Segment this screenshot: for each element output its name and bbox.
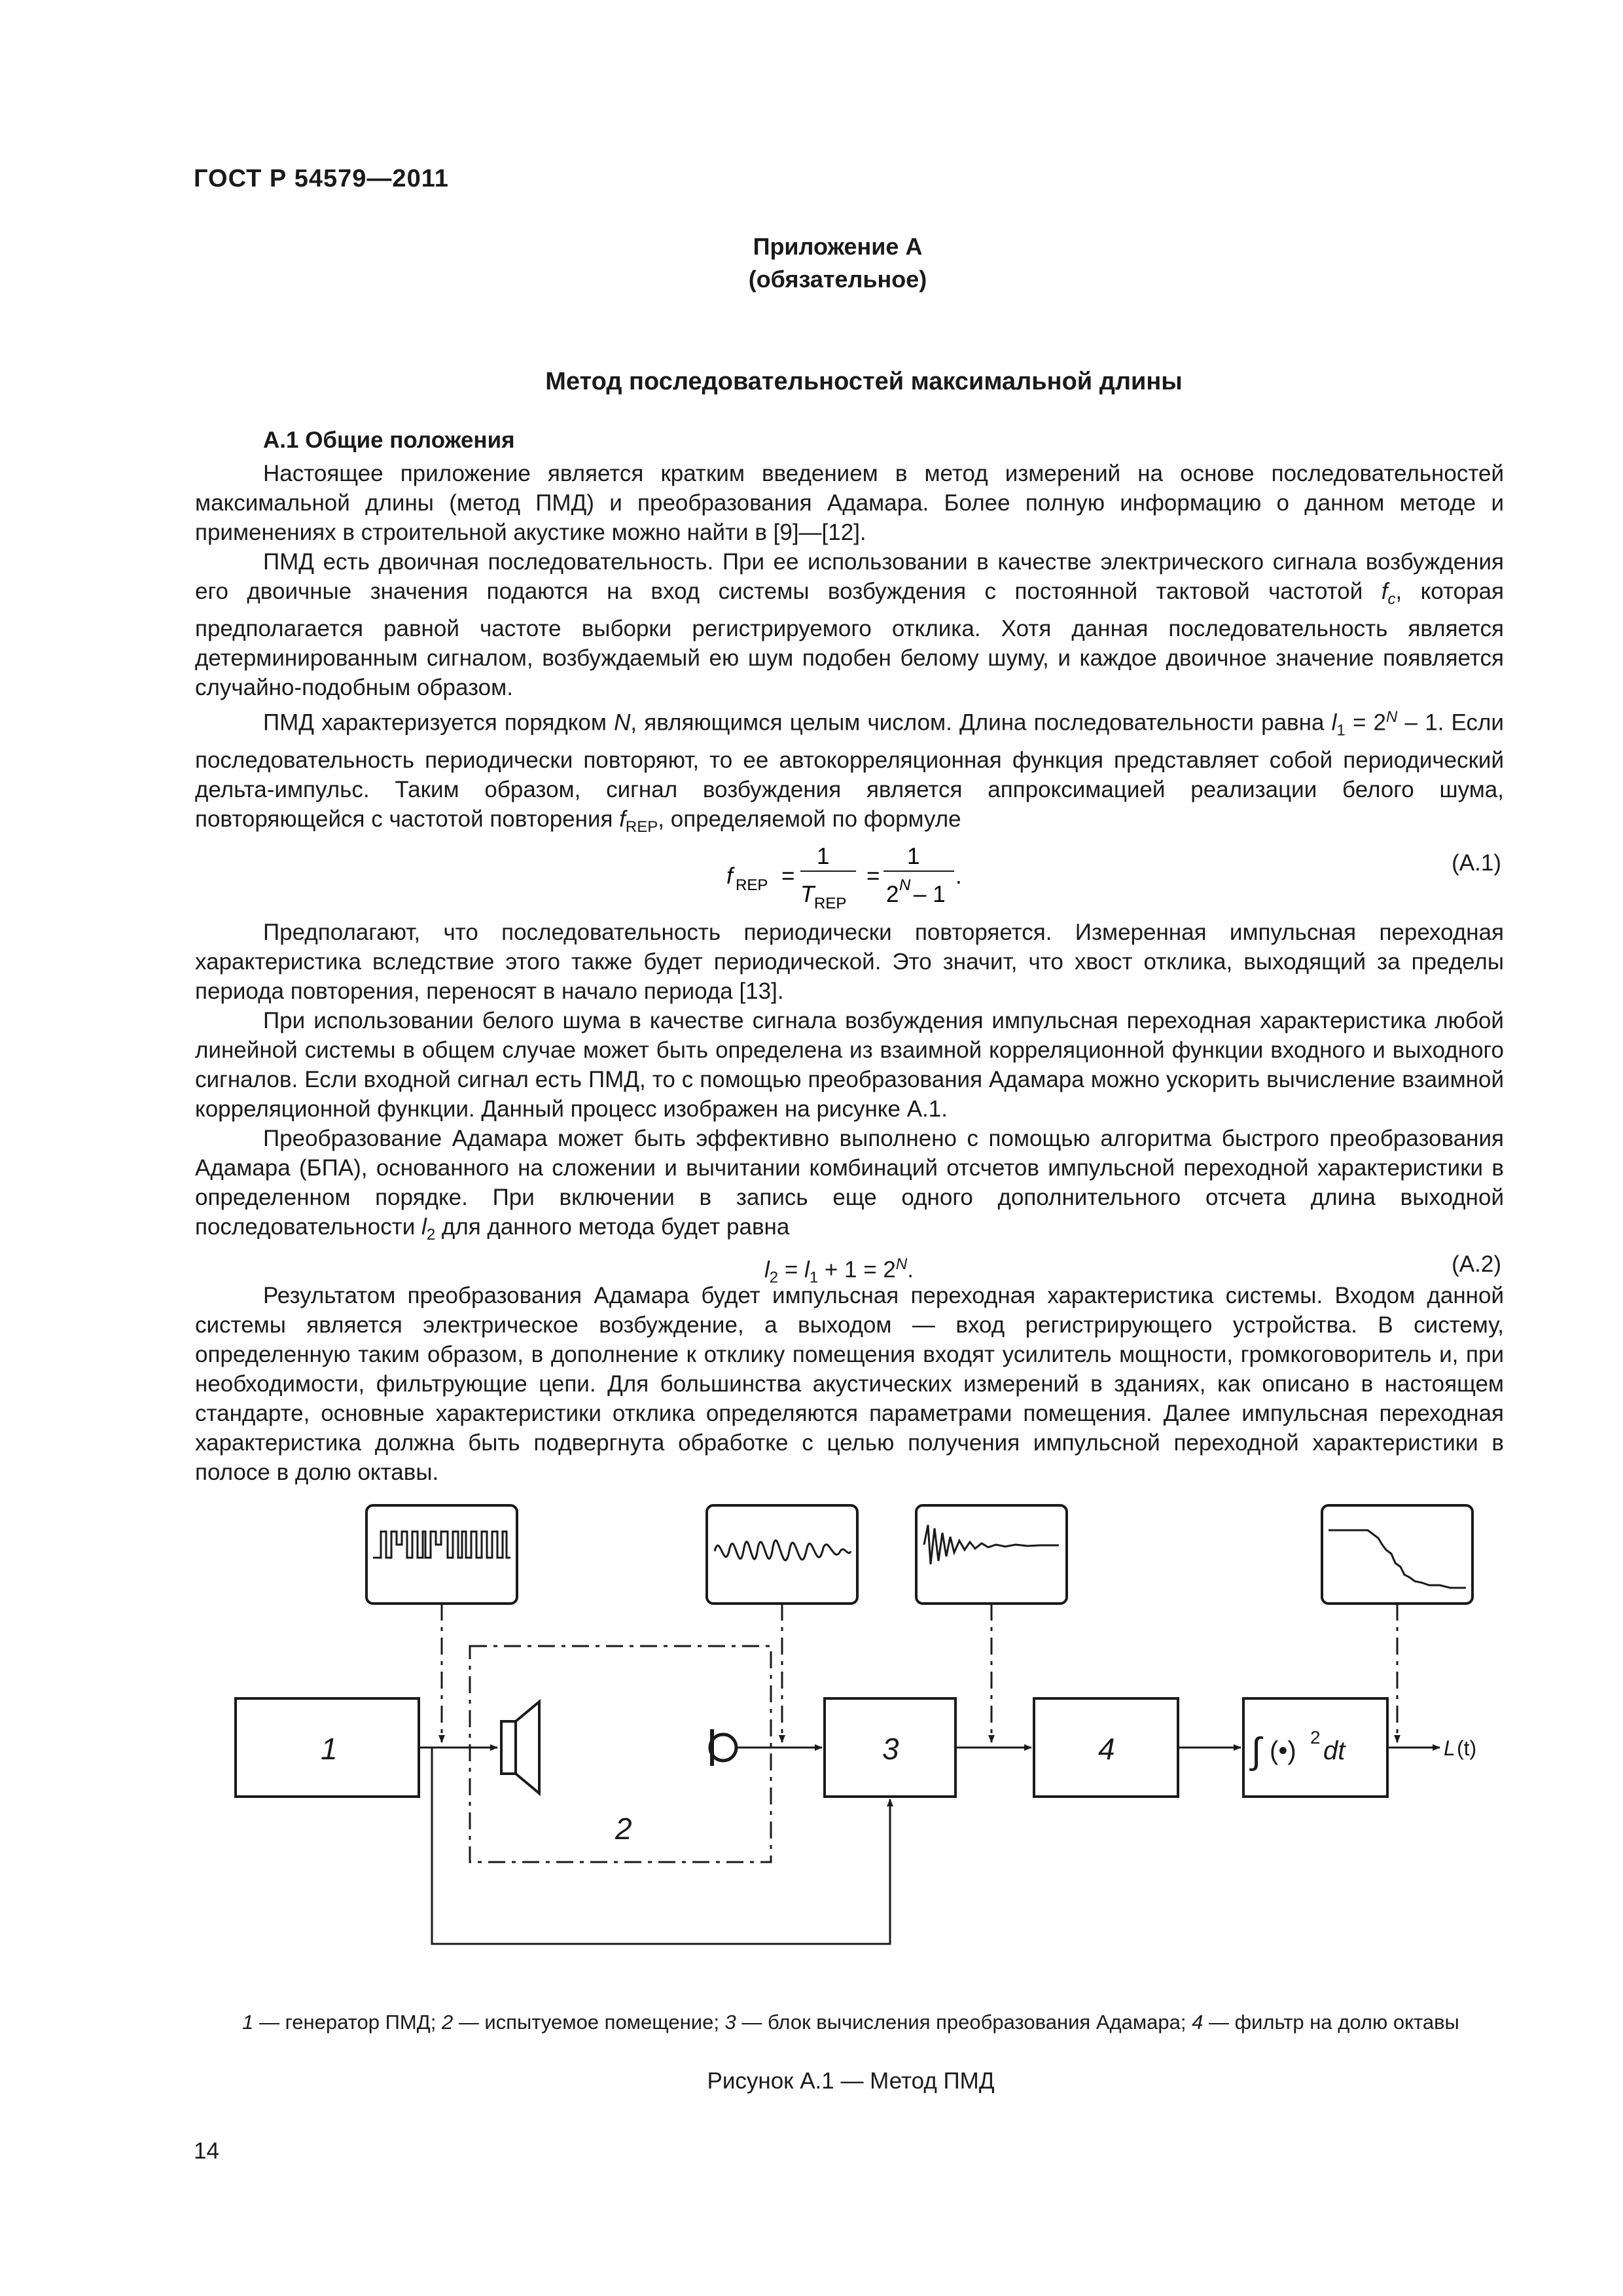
svg-text:REP: REP: [736, 876, 768, 894]
svg-text:REP: REP: [814, 894, 847, 912]
svg-text:L: L: [1444, 1736, 1455, 1760]
section-heading: А.1 Общие положения: [263, 427, 515, 453]
paragraph-5: При использовании белого шума в качестве сигнала возбуждения импульсная переходная характеристика любой линейной системы в общем случае может быть определена из взаимной корреляционной функции входного и выходного сигналов. Если входной сигнал есть ПМД, то с помощью преобразования Адамара можно ускорить вычисление взаимной корреляционной функции. Данный процесс изображен на рисунке А.1.: [195, 1007, 1504, 1122]
paragraph-2: ПМД есть двоичная последовательность. При ее использовании в качестве электрического сигнала возбуждения его двоичные значения подаются на вход системы возбуждения с постоянной тактовой частотой $f_c$, которая предполагается равной частоте выборки регистрируемого отклика. Хотя данная последовательность является детерминированным сигналом, возбуждаемый ею шум подобен белому шуму, и каждое двоичное значение появляется случайно-подобным образом.: [195, 549, 1504, 700]
monitor-connections: [442, 1604, 1397, 1742]
standard-code: ГОСТ Р 54579—2011: [194, 165, 449, 192]
svg-text:(t): (t): [1457, 1736, 1477, 1760]
svg-text:– 1: – 1: [914, 881, 946, 907]
formula-a2: [195, 1249, 1504, 1287]
svg-text:2: 2: [1310, 1727, 1321, 1748]
block-2-label: 2: [615, 1812, 632, 1846]
svg-text:N: N: [899, 876, 911, 894]
svg-text:=: =: [866, 863, 880, 889]
block-3-label: 3: [882, 1732, 899, 1766]
page-number: 14: [194, 2138, 219, 2164]
svg-text:1: 1: [817, 843, 830, 869]
annex-main-title: Метод последовательностей максимальной длины: [545, 368, 1183, 395]
annex-title: Приложение А: [753, 233, 923, 260]
formula-a1-expression: [195, 842, 1504, 918]
block-4-label: 4: [1098, 1732, 1115, 1766]
block-diagram: [196, 1486, 1505, 1983]
integration-block: [1243, 1698, 1387, 1797]
loudspeaker-icon: [501, 1702, 539, 1793]
impulse-response-display: [916, 1505, 1067, 1604]
svg-text:dt: dt: [1323, 1736, 1346, 1765]
formula-a1: [195, 842, 1504, 918]
response-signal-display: [707, 1505, 857, 1604]
decay-curve-display: [1322, 1505, 1472, 1604]
svg-text:1: 1: [907, 843, 920, 869]
svg-text:2: 2: [886, 881, 899, 907]
paragraph-6: Преобразование Адамара может быть эффективно выполнено с помощью алгоритма быстрого преобразования Адамара (БПА), основанного на сложении и вычитании комбинаций отсчетов импульсной переходной характеристики в определенном порядке. При включении в запись еще одного дополнительного отсчета длина выходной последовательности $l_2$ для данного метода будет равна: [195, 1125, 1504, 1244]
mls-signal-display: [366, 1505, 517, 1604]
annex-status: (обязательное): [748, 266, 927, 293]
output-label: [1444, 1736, 1476, 1760]
formula-a1-number: (А.1): [1452, 850, 1501, 876]
svg-text:(•): (•): [1270, 1736, 1296, 1765]
paragraph-7: Результатом преобразования Адамара будет импульсная переходная характеристика системы. Входом данной системы является электрическое возбуждение, а выходом — вход регистрирующего устройства. В систему, определенную таким образом, в дополнение к отклику помещения входят усилитель мощности, громкоговоритель и, при необходимости, фильтрующие цепи. Для большинства акустических измерений в зданиях, как описано в настоящем стандарте, основные характеристики отклика определяются параметрами помещения. Далее импульсная переходная характеристика должна быть подвергнута обработке с целью получения импульсной переходной характеристики в полосе в долю октавы.: [195, 1282, 1504, 1485]
paragraph-3: ПМД характеризуется порядком N, являющимся целым числом. Длина последовательности равна $l_1 = 2^N - 1$. Если последовательность периодически повторяют, то ее автокорреляционная функция представляет собой периодический дельта-импульс. Таким образом, сигнал возбуждения является аппроксимацией реализации белого шума, повторяющейся с частотой повторения $f_{REP}$, определяемой по формуле: [195, 708, 1504, 836]
svg-text:T: T: [800, 881, 815, 907]
figure-legend: 1 — генератор ПМД; 2 — испытуемое помещение; 3 — блок вычисления преобразования Адамара; 4 — фильтр на долю октавы: [242, 2011, 1459, 2034]
integration-label: [1249, 1727, 1346, 1771]
formula-a2-number: (А.2): [1452, 1251, 1501, 1277]
svg-text:∫: ∫: [1251, 1730, 1262, 1771]
svg-text:.: .: [955, 863, 962, 889]
microphone-icon: [710, 1729, 736, 1766]
paragraph-1: Настоящее приложение является кратким введением в метод измерений на основе последовательностей максимальной длины (метод ПМД) и преобразования Адамара. Более полную информацию о данном методе и применениях в строительной акустике можно найти в [9]—[12].: [195, 461, 1504, 545]
body-text: [195, 425, 1504, 1487]
svg-text:f: f: [726, 863, 733, 889]
figure-caption: Рисунок А.1 — Метод ПМД: [707, 2068, 995, 2094]
reference-path: [432, 1748, 890, 1944]
formula-a2-expression: $l_2 = l_1 + 1 = 2^N$.: [764, 1255, 914, 1287]
block-1-label: 1: [321, 1732, 338, 1766]
svg-text:=: =: [781, 863, 795, 889]
paragraph-4: Предполагают, что последовательность периодически повторяется. Измеренная импульсная переходная характеристика вследствие этого также будет периодической. Это значит, что хвост отклика, выходящий за пределы периода повторения, переносят в начало периода [13].: [195, 919, 1504, 1004]
annex-heading: [746, 230, 929, 296]
